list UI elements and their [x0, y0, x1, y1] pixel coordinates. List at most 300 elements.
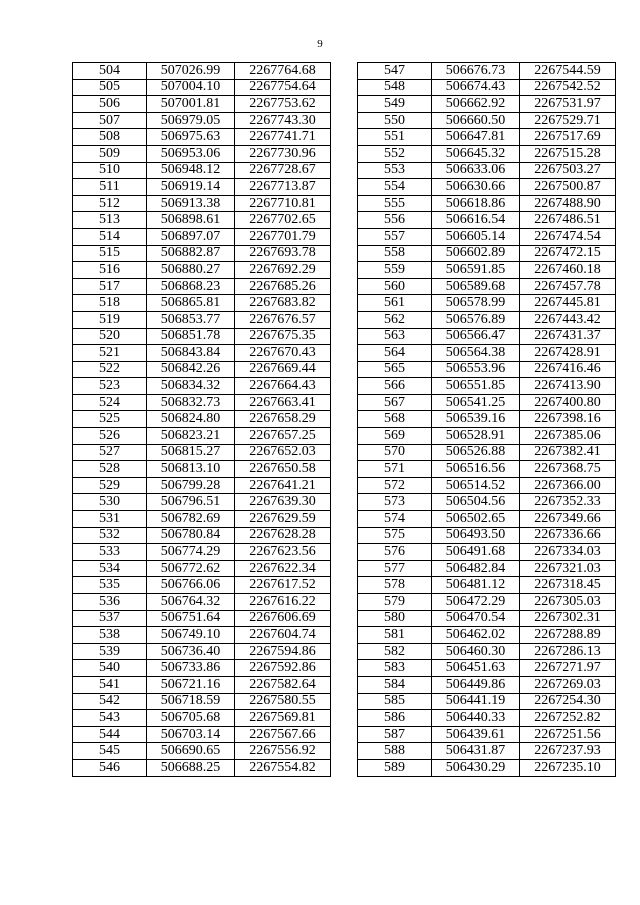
y-coordinate-cell: 2267675.35 [235, 328, 331, 345]
table-row [358, 245, 616, 262]
y-coordinate-cell: 2267445.81 [520, 295, 616, 312]
x-coordinate-cell: 506541.25 [432, 394, 520, 411]
y-coordinate-cell: 2267400.80 [520, 394, 616, 411]
table-row [358, 311, 616, 328]
point-number-cell: 512 [73, 195, 147, 212]
coordinates-table-right [357, 62, 616, 777]
point-number-cell: 589 [358, 759, 432, 776]
x-coordinate-cell: 506516.56 [432, 461, 520, 478]
table-row [73, 759, 331, 776]
x-coordinate-cell: 506834.32 [147, 378, 235, 395]
point-number-cell: 505 [73, 79, 147, 96]
point-number-cell: 576 [358, 544, 432, 561]
y-coordinate-cell: 2267336.66 [520, 527, 616, 544]
y-coordinate-cell: 2267730.96 [235, 145, 331, 162]
table-row [358, 378, 616, 395]
y-coordinate-cell: 2267334.03 [520, 544, 616, 561]
x-coordinate-cell: 507004.10 [147, 79, 235, 96]
table-row [73, 544, 331, 561]
point-number-cell: 556 [358, 212, 432, 229]
x-coordinate-cell: 506660.50 [432, 112, 520, 129]
table-row [358, 345, 616, 362]
point-number-cell: 527 [73, 444, 147, 461]
point-number-cell: 569 [358, 428, 432, 445]
point-number-cell: 564 [358, 345, 432, 362]
point-number-cell: 516 [73, 262, 147, 279]
y-coordinate-cell: 2267443.42 [520, 311, 616, 328]
table-row [358, 278, 616, 295]
point-number-cell: 557 [358, 228, 432, 245]
y-coordinate-cell: 2267474.54 [520, 228, 616, 245]
table-row [73, 361, 331, 378]
x-coordinate-cell: 506566.47 [432, 328, 520, 345]
point-number-cell: 578 [358, 577, 432, 594]
x-coordinate-cell: 506449.86 [432, 676, 520, 693]
point-number-cell: 518 [73, 295, 147, 312]
point-number-cell: 558 [358, 245, 432, 262]
table-row [73, 444, 331, 461]
point-number-cell: 563 [358, 328, 432, 345]
point-number-cell: 534 [73, 560, 147, 577]
table-row [358, 560, 616, 577]
table-row [358, 96, 616, 113]
x-coordinate-cell: 506782.69 [147, 511, 235, 528]
y-coordinate-cell: 2267352.33 [520, 494, 616, 511]
table-row [73, 212, 331, 229]
table-row [358, 428, 616, 445]
table-row [73, 511, 331, 528]
table-row [73, 743, 331, 760]
y-coordinate-cell: 2267398.16 [520, 411, 616, 428]
table-row [358, 494, 616, 511]
y-coordinate-cell: 2267235.10 [520, 759, 616, 776]
point-number-cell: 528 [73, 461, 147, 478]
y-coordinate-cell: 2267606.69 [235, 610, 331, 627]
y-coordinate-cell: 2267288.89 [520, 627, 616, 644]
y-coordinate-cell: 2267663.41 [235, 394, 331, 411]
table-row [73, 660, 331, 677]
x-coordinate-cell: 506605.14 [432, 228, 520, 245]
point-number-cell: 547 [358, 63, 432, 80]
y-coordinate-cell: 2267321.03 [520, 560, 616, 577]
x-coordinate-cell: 506690.65 [147, 743, 235, 760]
y-coordinate-cell: 2267692.29 [235, 262, 331, 279]
point-number-cell: 562 [358, 311, 432, 328]
x-coordinate-cell: 506630.66 [432, 179, 520, 196]
point-number-cell: 582 [358, 643, 432, 660]
y-coordinate-cell: 2267413.90 [520, 378, 616, 395]
point-number-cell: 565 [358, 361, 432, 378]
y-coordinate-cell: 2267416.46 [520, 361, 616, 378]
x-coordinate-cell: 506462.02 [432, 627, 520, 644]
point-number-cell: 554 [358, 179, 432, 196]
y-coordinate-cell: 2267318.45 [520, 577, 616, 594]
table-row [73, 643, 331, 660]
table-row [358, 179, 616, 196]
table-row [73, 345, 331, 362]
y-coordinate-cell: 2267650.58 [235, 461, 331, 478]
point-number-cell: 567 [358, 394, 432, 411]
y-coordinate-cell: 2267582.64 [235, 676, 331, 693]
point-number-cell: 561 [358, 295, 432, 312]
x-coordinate-cell: 506564.38 [432, 345, 520, 362]
point-number-cell: 546 [73, 759, 147, 776]
point-number-cell: 571 [358, 461, 432, 478]
x-coordinate-cell: 506919.14 [147, 179, 235, 196]
table-row [358, 759, 616, 776]
x-coordinate-cell: 506824.80 [147, 411, 235, 428]
y-coordinate-cell: 2267428.91 [520, 345, 616, 362]
table-row [73, 726, 331, 743]
x-coordinate-cell: 506705.68 [147, 710, 235, 727]
y-coordinate-cell: 2267554.82 [235, 759, 331, 776]
y-coordinate-cell: 2267710.81 [235, 195, 331, 212]
y-coordinate-cell: 2267368.75 [520, 461, 616, 478]
point-number-cell: 549 [358, 96, 432, 113]
point-number-cell: 559 [358, 262, 432, 279]
point-number-cell: 526 [73, 428, 147, 445]
y-coordinate-cell: 2267741.71 [235, 129, 331, 146]
x-coordinate-cell: 506766.06 [147, 577, 235, 594]
y-coordinate-cell: 2267460.18 [520, 262, 616, 279]
x-coordinate-cell: 506602.89 [432, 245, 520, 262]
point-number-cell: 580 [358, 610, 432, 627]
table-row [73, 594, 331, 611]
table-row [358, 394, 616, 411]
x-coordinate-cell: 506482.84 [432, 560, 520, 577]
table-row [358, 743, 616, 760]
x-coordinate-cell: 506539.16 [432, 411, 520, 428]
point-number-cell: 519 [73, 311, 147, 328]
y-coordinate-cell: 2267472.15 [520, 245, 616, 262]
x-coordinate-cell: 506842.26 [147, 361, 235, 378]
point-number-cell: 581 [358, 627, 432, 644]
x-coordinate-cell: 506843.84 [147, 345, 235, 362]
point-number-cell: 520 [73, 328, 147, 345]
table-row [358, 527, 616, 544]
x-coordinate-cell: 506749.10 [147, 627, 235, 644]
table-row [73, 228, 331, 245]
table-row [358, 112, 616, 129]
x-coordinate-cell: 506772.62 [147, 560, 235, 577]
y-coordinate-cell: 2267617.52 [235, 577, 331, 594]
point-number-cell: 560 [358, 278, 432, 295]
point-number-cell: 570 [358, 444, 432, 461]
point-number-cell: 531 [73, 511, 147, 528]
table-row [358, 328, 616, 345]
x-coordinate-cell: 506913.38 [147, 195, 235, 212]
point-number-cell: 553 [358, 162, 432, 179]
table-row [73, 245, 331, 262]
x-coordinate-cell: 506553.96 [432, 361, 520, 378]
table-row [73, 560, 331, 577]
y-coordinate-cell: 2267670.43 [235, 345, 331, 362]
table-row [358, 212, 616, 229]
point-number-cell: 545 [73, 743, 147, 760]
table-row [358, 693, 616, 710]
x-coordinate-cell: 506975.63 [147, 129, 235, 146]
y-coordinate-cell: 2267701.79 [235, 228, 331, 245]
point-number-cell: 525 [73, 411, 147, 428]
table-row [358, 295, 616, 312]
x-coordinate-cell: 506647.81 [432, 129, 520, 146]
table-row [73, 295, 331, 312]
y-coordinate-cell: 2267616.22 [235, 594, 331, 611]
point-number-cell: 577 [358, 560, 432, 577]
table-row [73, 195, 331, 212]
y-coordinate-cell: 2267515.28 [520, 145, 616, 162]
y-coordinate-cell: 2267488.90 [520, 195, 616, 212]
table-row [73, 627, 331, 644]
x-coordinate-cell: 506853.77 [147, 311, 235, 328]
point-number-cell: 536 [73, 594, 147, 611]
y-coordinate-cell: 2267366.00 [520, 477, 616, 494]
y-coordinate-cell: 2267237.93 [520, 743, 616, 760]
x-coordinate-cell: 506721.16 [147, 676, 235, 693]
point-number-cell: 543 [73, 710, 147, 727]
y-coordinate-cell: 2267457.78 [520, 278, 616, 295]
table-row [358, 79, 616, 96]
table-row [358, 477, 616, 494]
x-coordinate-cell: 506662.92 [432, 96, 520, 113]
y-coordinate-cell: 2267728.67 [235, 162, 331, 179]
table-row [358, 63, 616, 80]
x-coordinate-cell: 506633.06 [432, 162, 520, 179]
table-row [358, 676, 616, 693]
point-number-cell: 579 [358, 594, 432, 611]
y-coordinate-cell: 2267713.87 [235, 179, 331, 196]
point-number-cell: 510 [73, 162, 147, 179]
table-row [73, 693, 331, 710]
y-coordinate-cell: 2267269.03 [520, 676, 616, 693]
point-number-cell: 542 [73, 693, 147, 710]
table-row [73, 278, 331, 295]
point-number-cell: 515 [73, 245, 147, 262]
point-number-cell: 584 [358, 676, 432, 693]
table-row [73, 179, 331, 196]
y-coordinate-cell: 2267669.44 [235, 361, 331, 378]
y-coordinate-cell: 2267580.55 [235, 693, 331, 710]
x-coordinate-cell: 506481.12 [432, 577, 520, 594]
y-coordinate-cell: 2267693.78 [235, 245, 331, 262]
x-coordinate-cell: 506865.81 [147, 295, 235, 312]
y-coordinate-cell: 2267252.82 [520, 710, 616, 727]
x-coordinate-cell: 506751.64 [147, 610, 235, 627]
y-coordinate-cell: 2267531.97 [520, 96, 616, 113]
point-number-cell: 544 [73, 726, 147, 743]
y-coordinate-cell: 2267652.03 [235, 444, 331, 461]
y-coordinate-cell: 2267753.62 [235, 96, 331, 113]
y-coordinate-cell: 2267529.71 [520, 112, 616, 129]
table-row [73, 394, 331, 411]
table-row [73, 527, 331, 544]
point-number-cell: 509 [73, 145, 147, 162]
x-coordinate-cell: 506780.84 [147, 527, 235, 544]
table-row [73, 411, 331, 428]
table-row [358, 511, 616, 528]
x-coordinate-cell: 506979.05 [147, 112, 235, 129]
table-row [73, 262, 331, 279]
table-row [358, 627, 616, 644]
x-coordinate-cell: 506645.32 [432, 145, 520, 162]
table-row [73, 63, 331, 80]
y-coordinate-cell: 2267628.28 [235, 527, 331, 544]
y-coordinate-cell: 2267254.30 [520, 693, 616, 710]
table-row [73, 112, 331, 129]
table-row [73, 378, 331, 395]
point-number-cell: 506 [73, 96, 147, 113]
table-row [73, 461, 331, 478]
y-coordinate-cell: 2267431.37 [520, 328, 616, 345]
y-coordinate-cell: 2267385.06 [520, 428, 616, 445]
x-coordinate-cell: 506688.25 [147, 759, 235, 776]
point-number-cell: 532 [73, 527, 147, 544]
y-coordinate-cell: 2267622.34 [235, 560, 331, 577]
table-row [73, 494, 331, 511]
point-number-cell: 504 [73, 63, 147, 80]
x-coordinate-cell: 506472.29 [432, 594, 520, 611]
point-number-cell: 585 [358, 693, 432, 710]
x-coordinate-cell: 506676.73 [432, 63, 520, 80]
y-coordinate-cell: 2267664.43 [235, 378, 331, 395]
y-coordinate-cell: 2267556.92 [235, 743, 331, 760]
table-row [358, 361, 616, 378]
y-coordinate-cell: 2267594.86 [235, 643, 331, 660]
point-number-cell: 566 [358, 378, 432, 395]
table-row [358, 660, 616, 677]
table-row [73, 676, 331, 693]
y-coordinate-cell: 2267517.69 [520, 129, 616, 146]
point-number-cell: 541 [73, 676, 147, 693]
y-coordinate-cell: 2267676.57 [235, 311, 331, 328]
table-row [358, 444, 616, 461]
x-coordinate-cell: 506576.89 [432, 311, 520, 328]
x-coordinate-cell: 506868.23 [147, 278, 235, 295]
x-coordinate-cell: 506897.07 [147, 228, 235, 245]
point-number-cell: 573 [358, 494, 432, 511]
point-number-cell: 572 [358, 477, 432, 494]
x-coordinate-cell: 506616.54 [432, 212, 520, 229]
point-number-cell: 583 [358, 660, 432, 677]
y-coordinate-cell: 2267271.97 [520, 660, 616, 677]
y-coordinate-cell: 2267542.52 [520, 79, 616, 96]
y-coordinate-cell: 2267569.81 [235, 710, 331, 727]
x-coordinate-cell: 506528.91 [432, 428, 520, 445]
x-coordinate-cell: 506718.59 [147, 693, 235, 710]
x-coordinate-cell: 506733.86 [147, 660, 235, 677]
x-coordinate-cell: 506578.99 [432, 295, 520, 312]
table-row [358, 228, 616, 245]
table-row [358, 461, 616, 478]
y-coordinate-cell: 2267544.59 [520, 63, 616, 80]
x-coordinate-cell: 506764.32 [147, 594, 235, 611]
table-row [73, 577, 331, 594]
y-coordinate-cell: 2267639.30 [235, 494, 331, 511]
x-coordinate-cell: 506451.63 [432, 660, 520, 677]
x-coordinate-cell: 506589.68 [432, 278, 520, 295]
table-row [73, 610, 331, 627]
y-coordinate-cell: 2267503.27 [520, 162, 616, 179]
x-coordinate-cell: 506460.30 [432, 643, 520, 660]
point-number-cell: 511 [73, 179, 147, 196]
y-coordinate-cell: 2267683.82 [235, 295, 331, 312]
table-row [73, 328, 331, 345]
x-coordinate-cell: 506799.28 [147, 477, 235, 494]
y-coordinate-cell: 2267305.03 [520, 594, 616, 611]
y-coordinate-cell: 2267604.74 [235, 627, 331, 644]
x-coordinate-cell: 506440.33 [432, 710, 520, 727]
point-number-cell: 507 [73, 112, 147, 129]
page-number: 9 [317, 38, 323, 50]
table-row [358, 195, 616, 212]
x-coordinate-cell: 506823.21 [147, 428, 235, 445]
x-coordinate-cell: 506703.14 [147, 726, 235, 743]
table-row [358, 577, 616, 594]
y-coordinate-cell: 2267685.26 [235, 278, 331, 295]
point-number-cell: 551 [358, 129, 432, 146]
point-number-cell: 550 [358, 112, 432, 129]
y-coordinate-cell: 2267658.29 [235, 411, 331, 428]
table-row [73, 96, 331, 113]
table-row [358, 262, 616, 279]
point-number-cell: 538 [73, 627, 147, 644]
table-row [358, 726, 616, 743]
table-row [358, 411, 616, 428]
x-coordinate-cell: 506796.51 [147, 494, 235, 511]
table-row [73, 311, 331, 328]
point-number-cell: 513 [73, 212, 147, 229]
point-number-cell: 540 [73, 660, 147, 677]
point-number-cell: 575 [358, 527, 432, 544]
x-coordinate-cell: 506813.10 [147, 461, 235, 478]
x-coordinate-cell: 506618.86 [432, 195, 520, 212]
point-number-cell: 588 [358, 743, 432, 760]
y-coordinate-cell: 2267486.51 [520, 212, 616, 229]
x-coordinate-cell: 506674.43 [432, 79, 520, 96]
x-coordinate-cell: 506880.27 [147, 262, 235, 279]
point-number-cell: 555 [358, 195, 432, 212]
x-coordinate-cell: 506898.61 [147, 212, 235, 229]
y-coordinate-cell: 2267302.31 [520, 610, 616, 627]
table-row [73, 710, 331, 727]
y-coordinate-cell: 2267382.41 [520, 444, 616, 461]
x-coordinate-cell: 506832.73 [147, 394, 235, 411]
point-number-cell: 530 [73, 494, 147, 511]
point-number-cell: 539 [73, 643, 147, 660]
x-coordinate-cell: 506526.88 [432, 444, 520, 461]
point-number-cell: 568 [358, 411, 432, 428]
y-coordinate-cell: 2267657.25 [235, 428, 331, 445]
table-row [358, 544, 616, 561]
x-coordinate-cell: 506591.85 [432, 262, 520, 279]
point-number-cell: 586 [358, 710, 432, 727]
x-coordinate-cell: 506736.40 [147, 643, 235, 660]
y-coordinate-cell: 2267286.13 [520, 643, 616, 660]
y-coordinate-cell: 2267592.86 [235, 660, 331, 677]
point-number-cell: 514 [73, 228, 147, 245]
y-coordinate-cell: 2267567.66 [235, 726, 331, 743]
y-coordinate-cell: 2267702.65 [235, 212, 331, 229]
point-number-cell: 548 [358, 79, 432, 96]
x-coordinate-cell: 506948.12 [147, 162, 235, 179]
table-row [358, 710, 616, 727]
point-number-cell: 521 [73, 345, 147, 362]
x-coordinate-cell: 506514.52 [432, 477, 520, 494]
point-number-cell: 533 [73, 544, 147, 561]
table-row [73, 145, 331, 162]
point-number-cell: 523 [73, 378, 147, 395]
table-row [73, 79, 331, 96]
